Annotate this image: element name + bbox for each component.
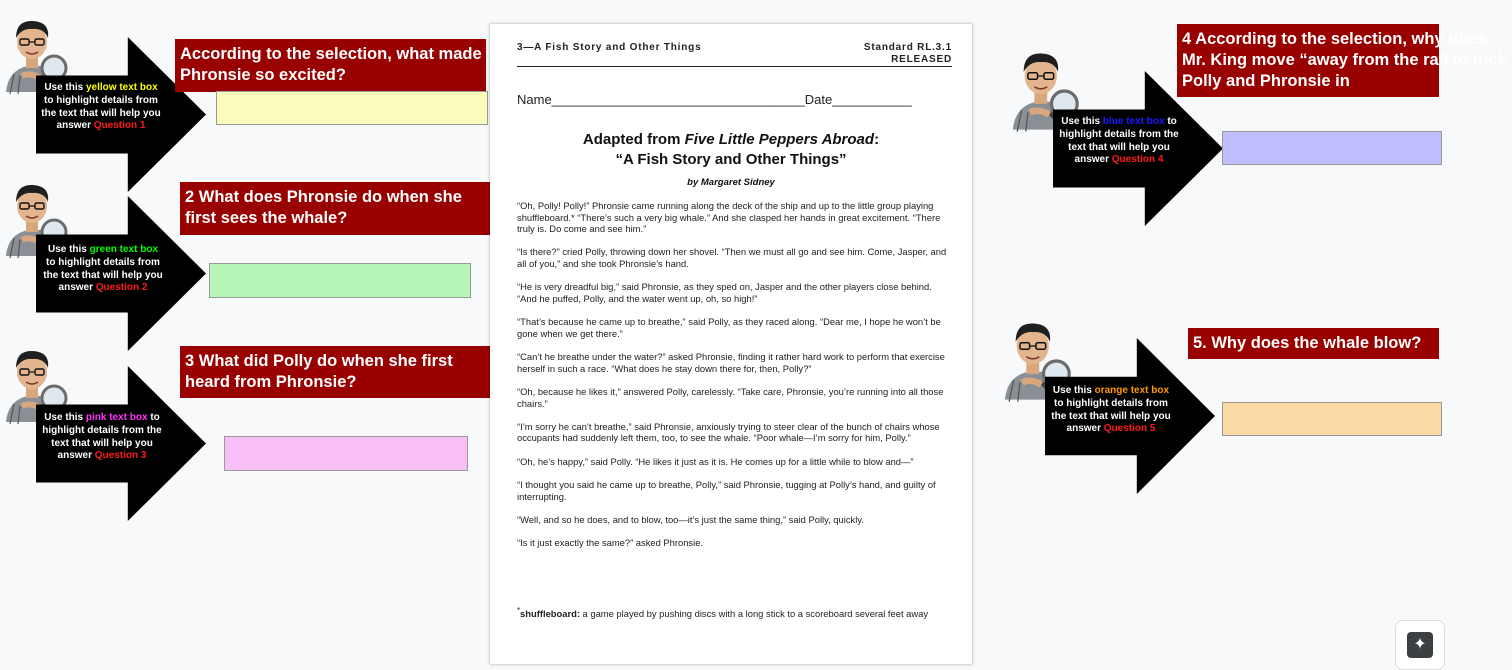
header-rule <box>517 66 952 67</box>
explore-button[interactable] <box>1395 620 1445 670</box>
paragraph: “Is there?” cried Polly, throwing down her shovel. “Then we must all go and see him. Come, Jasper, and all of you,” and she took Phronsie’s hand. <box>517 246 947 270</box>
instruction-text-5: Use this orange text box to highlight details from the text that will help you answer Question 5 <box>1051 385 1171 435</box>
explore-sparkle-icon: ✦ <box>1407 632 1433 658</box>
instruction-text-4: Use this blue text box to highlight details from the text that will help you answer Question 4 <box>1059 116 1179 166</box>
paragraph: “That’s because he came up to breathe,” said Polly, as they raced along. “Dear me, I hope he won’t be gone when we get there.” <box>517 316 941 339</box>
paragraph: “I’m sorry he can’t breathe,” said Phronsie, anxiously trying to steer clear of the bunch of chairs whose occupants had suddenly left them, too, to see the whale. “Poor whale—I’m sorry for him, Polly.” <box>517 420 940 444</box>
passage-header: 3—A Fish Story and Other Things <box>517 42 702 53</box>
instruction-text-2: Use this green text box to highlight details from the text that will help you answer Question 2 <box>43 244 163 294</box>
paragraph: “I thought you said he came up to breathe, Polly,” said Phronsie, tugging at Polly’s hand, and guilty of interrupting. <box>517 479 936 502</box>
question-4: 4 According to the selection, why does Mr. King move “away from the rail to tuck Polly and Phronsie in <box>1177 24 1439 97</box>
instruction-text-1: Use this yellow text box to highlight details from the text that will help you answer Question 1 <box>41 82 161 132</box>
question-1: According to the selection, what made Phronsie so excited? <box>175 39 486 92</box>
paragraph: “Oh, he’s happy,” said Polly. “He likes it just as it is. He comes up for a little while to blow and—” <box>517 455 914 467</box>
question-5: 5. Why does the whale blow? <box>1188 328 1439 359</box>
passage-author: by Margaret Sidney <box>687 177 775 188</box>
passage-body <box>517 200 948 560</box>
standard-label: Standard RL.3.1 RELEASED <box>863 42 952 65</box>
reading-passage <box>490 24 972 664</box>
yellow-text-box[interactable] <box>216 91 488 125</box>
paragraph: “Oh, because he likes it,” answered Polly, carelessly. “Take care, Phronsie, you’re running into all those chairs.” <box>517 385 944 409</box>
paragraph: “Is it just exactly the same?” asked Phronsie. <box>517 537 704 549</box>
question-2: 2 What does Phronsie do when she first sees the whale? <box>180 182 491 235</box>
paragraph: “He is very dreadful big,” said Phronsie, as they sped on, Jasper and the other players close behind. “And he puffed, Polly, and the water went up, oh, so high!” <box>517 281 932 304</box>
green-text-box[interactable] <box>209 263 471 298</box>
paragraph: “Can’t he breathe under the water?” asked Phronsie, finding it rather hard work to perform that exercise herself in such a race. “What does he stay down there for, then, Polly?” <box>517 351 945 374</box>
orange-text-box[interactable] <box>1222 402 1442 436</box>
passage-title: Adapted from Five Little Peppers Abroad: “A Fish Story and Other Things” <box>582 131 880 168</box>
blue-text-box[interactable] <box>1222 131 1442 165</box>
footnote: *shuffleboard: a game played by pushing discs with a long stick to a scoreboard several feet away <box>517 606 929 620</box>
paragraph: “Well, and so he does, and to blow, too—it’s just the same thing,” said Polly, quickly. <box>517 513 864 525</box>
paragraph: “Oh, Polly! Polly!” Phronsie came running along the deck of the ship and up to the little group playing shuffleboard.* “There’s such a very big whale.” And she clasped her hands in great excitement. “There truly is. Do come and see him.” <box>517 200 941 235</box>
instruction-text-3: Use this pink text box to highlight details from the text that will help you answer Question 3 <box>42 412 162 462</box>
pink-text-box[interactable] <box>224 436 468 471</box>
name-date-line: Name___________________________________Date___________ <box>517 92 912 107</box>
question-3: 3 What did Polly do when she first heard from Phronsie? <box>180 346 492 398</box>
